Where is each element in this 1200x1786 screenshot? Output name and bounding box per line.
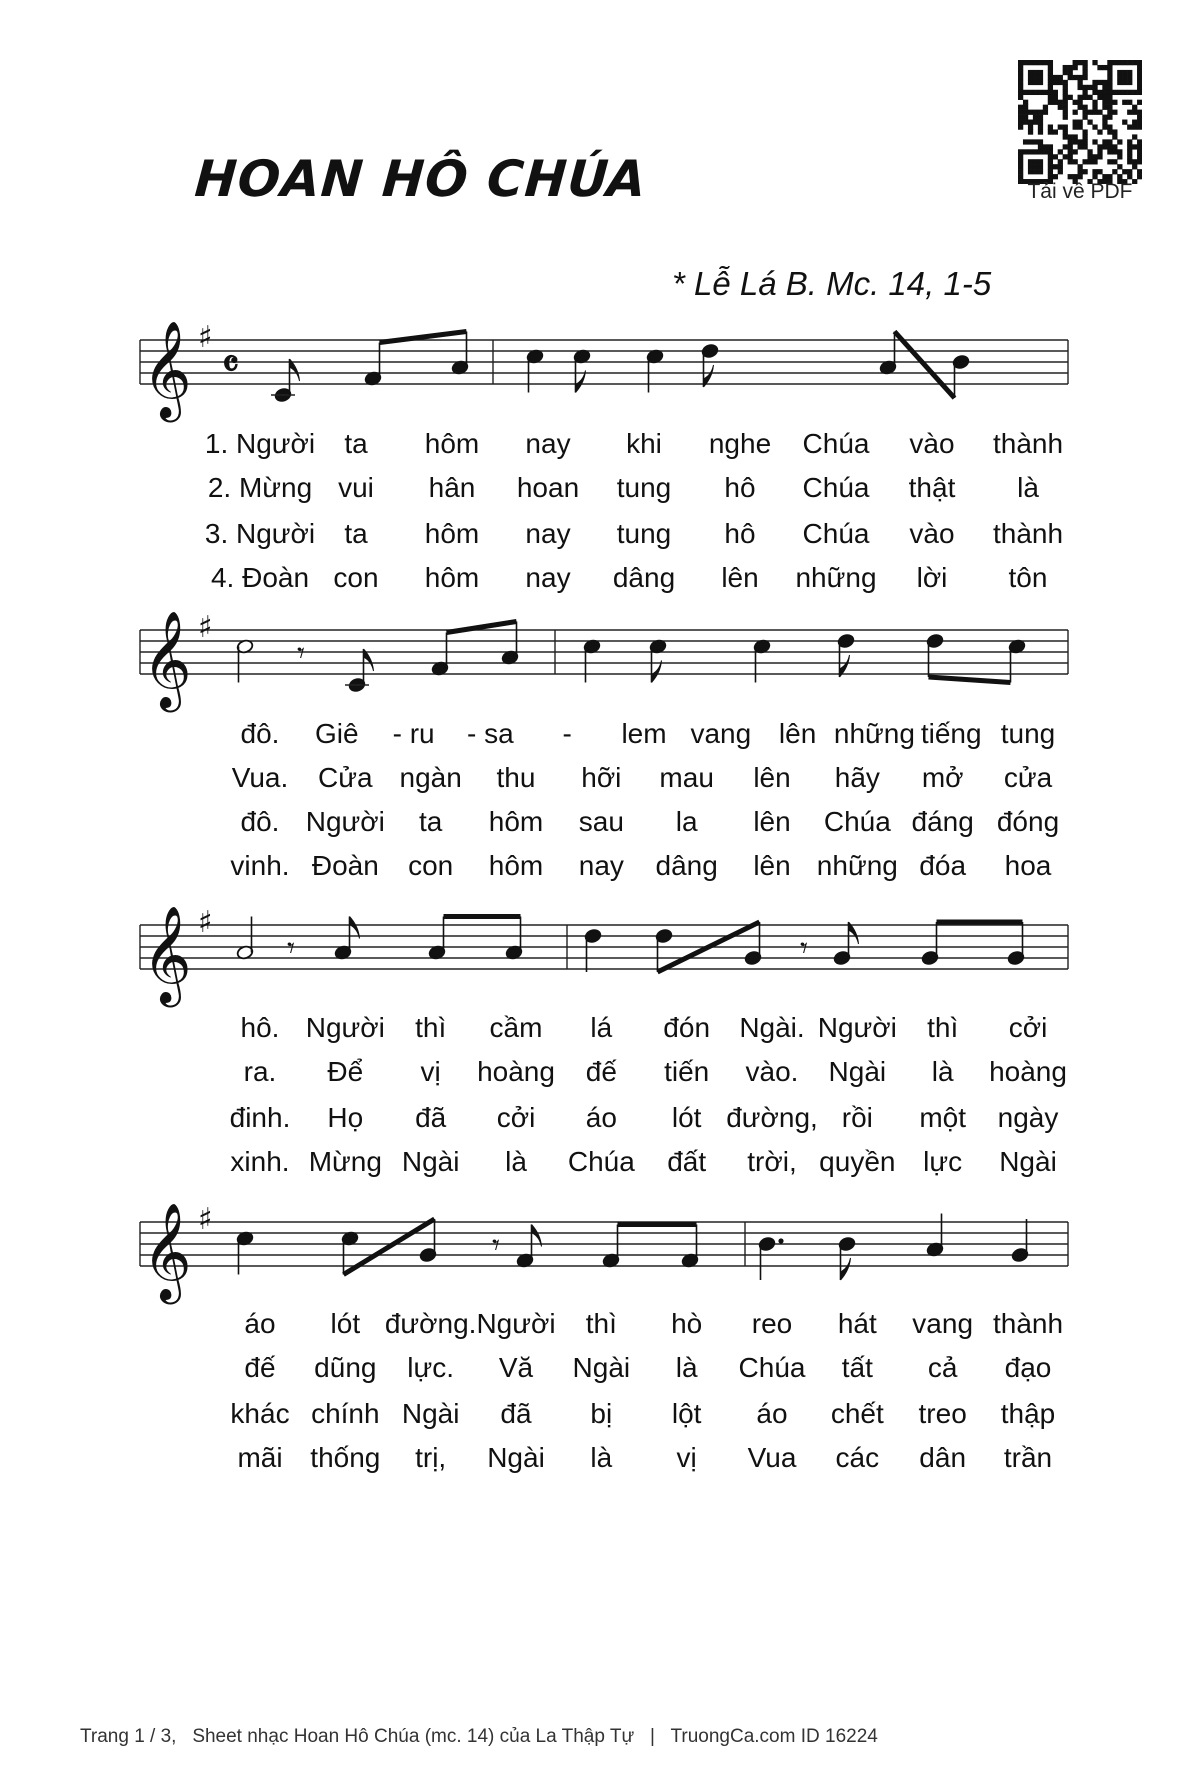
lyric-word: lên <box>721 562 759 593</box>
lyric-word: mau <box>659 762 714 793</box>
lyric-word: lực. <box>407 1352 455 1383</box>
lyric-word: đường, <box>726 1102 818 1133</box>
music-staff-3 <box>0 895 1200 1015</box>
lyric-word: đinh. <box>229 1102 291 1133</box>
lyric-word: Mừng <box>308 1146 382 1177</box>
lyric-word: những <box>833 718 915 749</box>
lyric-word: xinh. <box>230 1146 290 1177</box>
lyric-word: những <box>795 562 877 593</box>
lyric-word: đạo <box>1004 1352 1052 1383</box>
lyric-word: thập <box>1000 1398 1056 1429</box>
common-time-icon: 𝄴 <box>222 341 239 386</box>
lyric-word: áo <box>585 1102 617 1133</box>
lyric-word: đón <box>663 1012 711 1043</box>
lyric-word: Chúa <box>802 428 870 459</box>
lyric-word: Chúa <box>823 806 891 837</box>
lyric-line-3-2 <box>0 1056 1200 1096</box>
lyric-word: hôm <box>424 518 480 549</box>
eighth-flag <box>841 1258 851 1280</box>
lyric-word: cửa <box>1003 762 1053 793</box>
lyric-word: nay <box>525 428 571 459</box>
lyric-word: hân <box>428 472 476 503</box>
sharp-icon: ♯ <box>198 610 213 645</box>
lyric-line-1-2 <box>0 472 1200 512</box>
footer-site-link[interactable]: TruongCa.com ID 16224 <box>670 1726 878 1747</box>
lyric-word: Người <box>305 1012 385 1043</box>
footer-sheet-info: Sheet nhạc Hoan Hô Chúa (mc. 14) của La Thập Tự <box>192 1726 635 1747</box>
lyric-word: Vă <box>498 1352 534 1383</box>
lyric-word: lá <box>590 1012 613 1043</box>
lyric-word: - sa <box>467 718 514 749</box>
lyric-word: đô. <box>240 718 280 749</box>
lyric-line-1-3 <box>0 518 1200 558</box>
lyric-line-3-4 <box>0 1146 1200 1186</box>
lyric-line-2-4 <box>0 850 1200 890</box>
lyric-word: nay <box>525 562 571 593</box>
page-footer <box>80 1726 878 1748</box>
eighth-flag <box>350 917 360 939</box>
dot <box>778 1238 783 1243</box>
lyric-word: Chúa <box>802 472 870 503</box>
lyric-word: mở <box>921 762 964 793</box>
song-title: HOAN HÔ CHÚA <box>192 150 649 208</box>
lyric-word: Ngài <box>572 1352 631 1383</box>
lyric-word: những <box>816 850 898 881</box>
eighth-flag <box>532 1225 542 1247</box>
lyric-line-2-3 <box>0 806 1200 846</box>
eighth-flag <box>576 371 586 393</box>
lyric-word: thành <box>992 518 1064 549</box>
lyric-word: hoan <box>516 472 580 503</box>
music-staff-1 <box>0 310 1200 430</box>
lyric-word: đế <box>244 1352 276 1383</box>
lyric-word: mãi <box>237 1442 283 1473</box>
treble-clef-icon: 𝄞 <box>142 1202 192 1300</box>
lyric-word: hôm <box>488 806 544 837</box>
lyric-word: đường. <box>384 1308 477 1339</box>
lyric-word: bị <box>590 1398 613 1429</box>
lyric-word: hò <box>671 1308 703 1339</box>
lyric-word: cởi <box>1008 1012 1048 1043</box>
lyric-word: dũng <box>314 1352 377 1383</box>
lyric-word: đã <box>415 1102 447 1133</box>
lyric-word: tung <box>1000 718 1056 749</box>
lyric-word: quyền <box>819 1146 896 1177</box>
lyric-word: lem <box>621 718 667 749</box>
sharp-icon: ♯ <box>198 320 213 355</box>
lyric-word: đế <box>585 1056 617 1087</box>
lyric-word: Người <box>305 806 385 837</box>
lyric-word: - ru <box>392 718 435 749</box>
lyric-word: Người <box>817 1012 897 1043</box>
lyric-word: vào <box>909 428 955 459</box>
lyric-word: đã <box>500 1398 532 1429</box>
lyric-word: khi <box>626 428 662 459</box>
lyric-word: lót <box>671 1102 702 1133</box>
lyric-word: cởi <box>496 1102 536 1133</box>
lyric-word: thống <box>310 1442 381 1473</box>
lyric-word: thật <box>908 472 956 503</box>
treble-clef-icon: 𝄞 <box>142 905 192 1003</box>
lyric-word: hôm <box>424 562 480 593</box>
lyric-word: ta <box>344 428 368 459</box>
beam <box>447 622 517 633</box>
lyric-word: thì <box>415 1012 447 1043</box>
lyric-word: ngàn <box>399 762 462 793</box>
lyric-word: chết <box>830 1398 884 1429</box>
lyric-line-2-1 <box>0 718 1200 758</box>
lyric-line-4-1 <box>0 1308 1200 1348</box>
lyric-word: hô. <box>240 1012 280 1043</box>
lyric-word: Ngài <box>401 1398 460 1429</box>
lyric-word: vị <box>676 1442 697 1473</box>
lyric-word: lên <box>753 762 791 793</box>
lyric-word: hôm <box>488 850 544 881</box>
lyric-word: Người <box>476 1308 556 1339</box>
lyric-word: Họ <box>327 1102 364 1133</box>
lyric-word: dân <box>919 1442 967 1473</box>
lyric-word: Vua <box>747 1442 797 1473</box>
eighth-rest-icon: 𝄾 <box>287 931 295 966</box>
sharp-icon: ♯ <box>198 1202 213 1237</box>
lyric-word: lực <box>923 1146 963 1177</box>
lyric-word: 2. Mừng <box>207 472 313 503</box>
download-pdf-link[interactable]: Tải về PDF <box>1027 180 1133 203</box>
eighth-rest-icon: 𝄾 <box>492 1228 500 1263</box>
liturgical-reference: * Lễ Lá B. Mc. 14, 1-5 <box>672 265 992 302</box>
lyric-word: đô. <box>240 806 280 837</box>
lyric-word: đóng <box>996 806 1060 837</box>
lyric-word: cả <box>927 1352 958 1383</box>
lyric-line-4-3 <box>0 1398 1200 1438</box>
lyric-word: hoa <box>1004 850 1052 881</box>
lyric-word: tung <box>616 472 672 503</box>
lyric-word: Ngài <box>999 1146 1057 1177</box>
lyric-word: là <box>505 1146 527 1177</box>
beam <box>895 332 955 399</box>
lyric-line-3-3 <box>0 1102 1200 1142</box>
lyric-word: thì <box>927 1012 959 1043</box>
lyric-word: các <box>835 1442 880 1473</box>
sharp-icon: ♯ <box>198 905 213 940</box>
lyric-word: vui <box>338 472 374 503</box>
lyric-word: hoàng <box>477 1056 555 1087</box>
lyric-word: treo <box>918 1398 967 1429</box>
lyric-word: là <box>590 1442 613 1473</box>
lyric-word: 1. Người <box>204 428 316 459</box>
lyric-word: cầm <box>489 1012 543 1043</box>
lyric-word: con <box>408 850 454 881</box>
lyric-word: ngày <box>997 1102 1059 1133</box>
lyric-word: hãy <box>834 762 880 793</box>
lyric-word: Vua. <box>231 762 289 793</box>
eighth-flag <box>652 661 662 683</box>
lyric-word: hô <box>724 472 756 503</box>
lyric-word: vào. <box>745 1056 799 1087</box>
lyric-word: lót <box>330 1308 361 1339</box>
lyric-word: vào <box>909 518 955 549</box>
lyric-word: Ngài <box>401 1146 460 1177</box>
lyric-word: ta <box>418 806 443 837</box>
lyric-word: hát <box>837 1308 877 1339</box>
lyric-word: lên <box>778 718 817 749</box>
lyric-word: Cửa <box>318 762 373 793</box>
lyric-line-1-4 <box>0 562 1200 602</box>
lyric-word: reo <box>751 1308 793 1339</box>
lyric-word: Để <box>327 1056 364 1087</box>
footer-separator: | <box>650 1726 655 1747</box>
lyric-word: hôm <box>424 428 480 459</box>
lyric-word: tiếng <box>920 718 982 749</box>
lyric-word: đáng <box>911 806 974 837</box>
lyric-word: khác <box>230 1398 290 1429</box>
lyric-word: la <box>675 806 698 837</box>
qr-code-icon[interactable] <box>1018 60 1142 184</box>
lyric-word: - <box>562 718 572 749</box>
lyric-word: ra. <box>243 1056 277 1087</box>
treble-clef-icon: 𝄞 <box>142 610 192 708</box>
beam <box>929 677 1011 683</box>
lyric-word: hô <box>724 518 756 549</box>
lyric-word: lời <box>916 562 948 593</box>
lyric-word: áo <box>244 1308 276 1339</box>
beam <box>380 332 467 343</box>
lyric-word: tiến <box>664 1056 710 1087</box>
lyric-word: vinh. <box>230 850 290 881</box>
lyric-line-2-2 <box>0 762 1200 802</box>
lyric-word: tôn <box>1008 562 1048 593</box>
lyric-word: tất <box>841 1352 873 1383</box>
lyric-word: vang <box>690 718 752 749</box>
lyric-word: dâng <box>612 562 676 593</box>
lyric-word: đóa <box>919 850 967 881</box>
lyric-word: thu <box>496 762 536 793</box>
lyric-word: thì <box>585 1308 617 1339</box>
eighth-rest-icon: 𝄾 <box>800 931 808 966</box>
lyric-word: nghe <box>708 428 772 459</box>
lyric-line-3-1 <box>0 1012 1200 1052</box>
lyric-line-4-4 <box>0 1442 1200 1482</box>
lyric-word: 4. Đoàn <box>210 562 310 593</box>
lyric-word: hỡi <box>581 762 622 793</box>
lyric-word: là <box>931 1056 954 1087</box>
lyric-word: sau <box>578 806 624 837</box>
lyric-word: con <box>333 562 379 593</box>
lyric-word: vang <box>912 1308 974 1339</box>
lyric-word: vị <box>420 1056 441 1087</box>
lyric-word: là <box>675 1352 698 1383</box>
lyric-word: nay <box>578 850 624 881</box>
lyric-word: dâng <box>655 850 718 881</box>
lyric-word: lên <box>753 850 791 881</box>
lyric-word: Giê <box>315 718 359 749</box>
music-staff-2 <box>0 600 1200 720</box>
lyric-word: rồi <box>841 1102 873 1133</box>
lyric-word: là <box>1017 472 1039 503</box>
lyric-word: nay <box>525 518 571 549</box>
lyric-word: áo <box>756 1398 788 1429</box>
lyric-word: Đoàn <box>311 850 379 881</box>
lyric-word: Ngài <box>487 1442 545 1473</box>
lyric-word: Chúa <box>802 518 870 549</box>
lyric-word: Ngài. <box>739 1012 805 1043</box>
treble-clef-icon: 𝄞 <box>142 320 192 418</box>
lyric-word: lên <box>753 806 791 837</box>
lyric-line-1-1 <box>0 428 1200 468</box>
lyric-word: thành <box>992 1308 1064 1339</box>
lyric-word: Chúa <box>567 1146 635 1177</box>
lyric-word: ta <box>344 518 368 549</box>
lyric-word: Ngài <box>828 1056 887 1087</box>
lyric-word: một <box>919 1102 966 1133</box>
lyric-word: chính <box>311 1398 380 1429</box>
lyric-word: trời, <box>747 1146 797 1177</box>
lyric-word: tung <box>616 518 672 549</box>
lyric-word: trần <box>1003 1442 1053 1473</box>
lyric-word: trị, <box>415 1442 447 1473</box>
lyric-line-4-2 <box>0 1352 1200 1392</box>
lyric-word: 3. Người <box>204 518 316 549</box>
lyric-word: đất <box>667 1146 707 1177</box>
lyric-word: lột <box>671 1398 702 1429</box>
lyric-word: thành <box>992 428 1064 459</box>
lyric-word: hoàng <box>989 1056 1067 1087</box>
footer-page-number: Trang 1 / 3, <box>80 1726 177 1747</box>
eighth-rest-icon: 𝄾 <box>297 636 305 671</box>
lyric-word: Chúa <box>738 1352 806 1383</box>
music-staff-4 <box>0 1192 1200 1312</box>
